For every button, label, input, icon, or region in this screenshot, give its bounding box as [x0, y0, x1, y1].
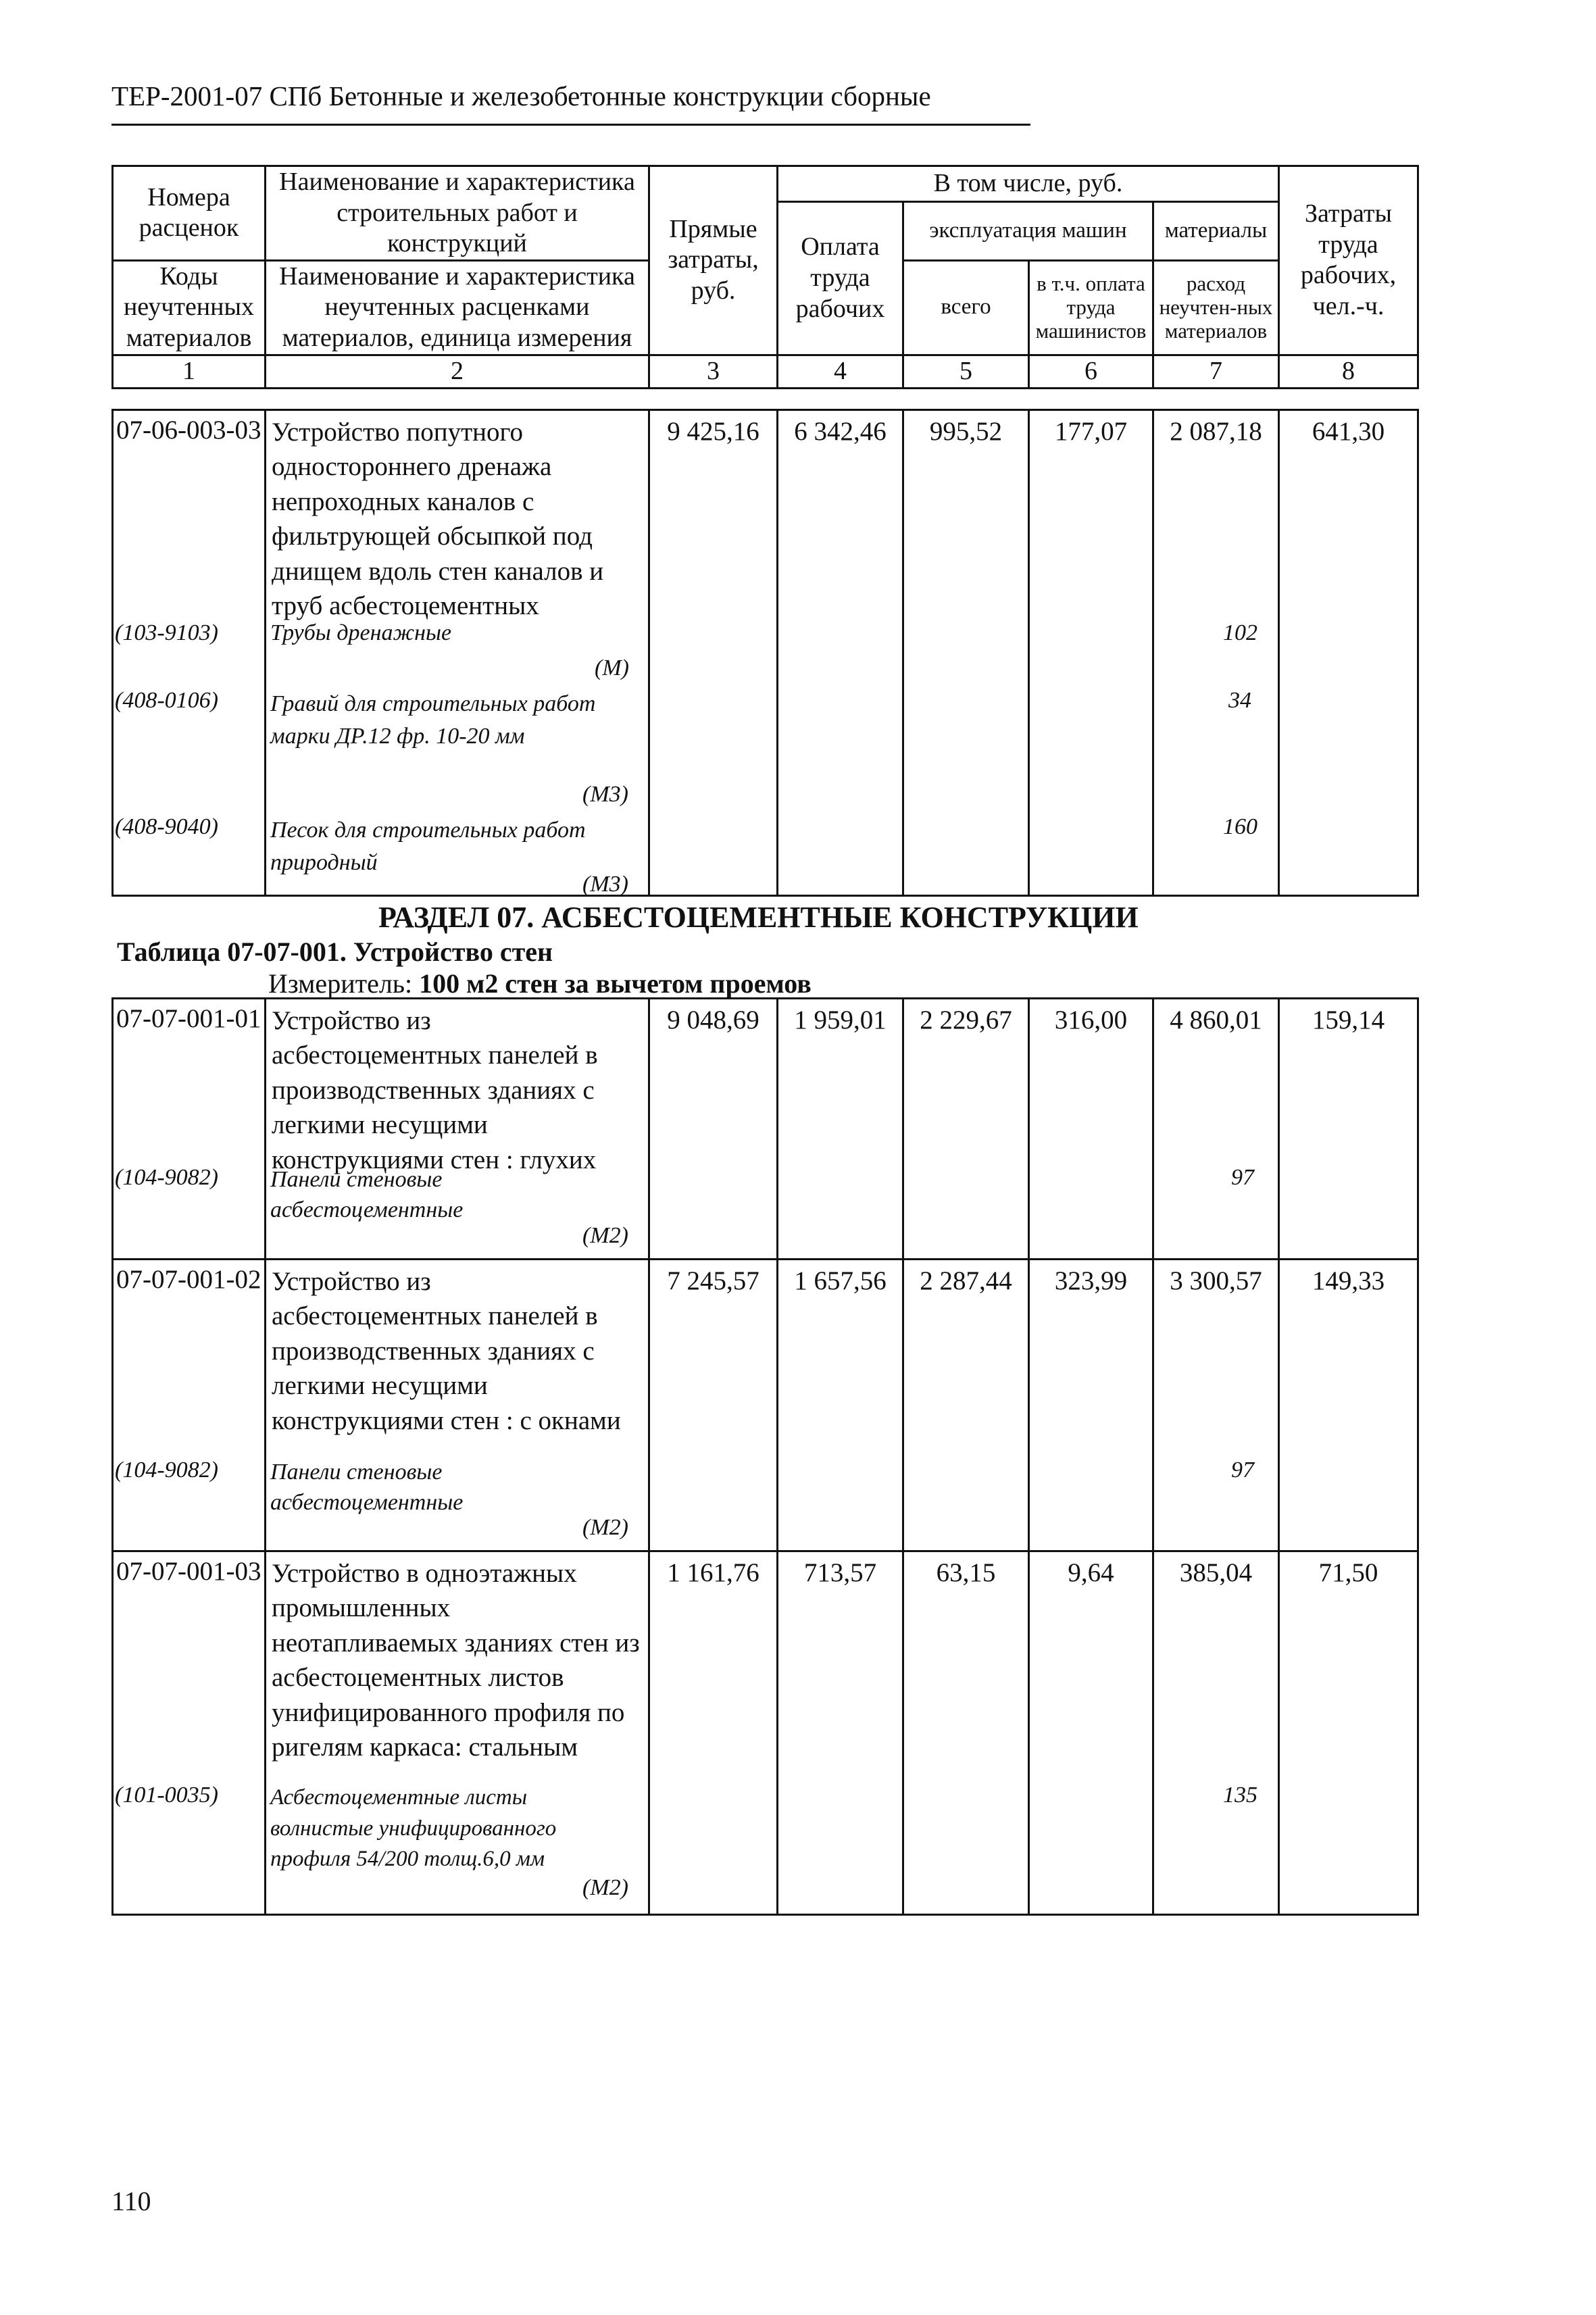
header-num-1: 1 — [113, 355, 266, 388]
material-qty: 34 — [1228, 688, 1251, 713]
direct-costs: 9 048,69 — [649, 999, 778, 1260]
table-title: Таблица 07-07-001. Устройство стен — [117, 937, 553, 967]
material-qty: 97 — [1231, 1165, 1254, 1190]
material-code: (408-0106) — [115, 688, 218, 713]
header-col1-bottom: Коды неучтенных материалов — [113, 260, 266, 355]
direct-costs: 1 161,76 — [649, 1551, 778, 1915]
labor-hours: 641,30 — [1279, 410, 1418, 896]
measure-label: Измеритель: — [268, 968, 413, 999]
rate-code: 07-07-001-03 — [113, 1551, 266, 1915]
machines-total: 63,15 — [903, 1551, 1029, 1915]
material-unit: (М3) — [582, 782, 628, 807]
materials-cost: 2 087,18 — [1153, 410, 1279, 896]
machinists-pay: 9,64 — [1029, 1551, 1153, 1915]
rates-table — [111, 997, 1419, 1916]
material-line — [115, 620, 218, 646]
header-col3: Прямые затраты, руб. — [649, 166, 778, 355]
direct-costs: 7 245,57 — [649, 1260, 778, 1551]
labor-pay: 1 657,56 — [778, 1260, 903, 1551]
header-num-3: 3 — [649, 355, 778, 388]
header-num-8: 8 — [1279, 355, 1418, 388]
header-col4: Оплата труда рабочих — [778, 202, 903, 355]
measure-value: 100 м2 стен за вычетом проемов — [419, 968, 812, 999]
machines-total: 2 229,67 — [903, 999, 1029, 1260]
material-name: Песок для строительных работ природный — [270, 818, 586, 876]
section-title: РАЗДЕЛ 07. АСБЕСТОЦЕМЕНТНЫЕ КОНСТРУКЦИИ — [378, 901, 1139, 934]
measure — [268, 968, 812, 999]
materials-cost: 385,04 — [1153, 1551, 1279, 1915]
material-qty: 97 — [1231, 1458, 1254, 1483]
machinists-pay: 177,07 — [1029, 410, 1153, 896]
column-header-table — [111, 165, 1419, 389]
header-num-2: 2 — [266, 355, 649, 388]
material-qty: 160 — [1223, 814, 1257, 839]
machinists-pay: 316,00 — [1029, 999, 1153, 1260]
materials-cost: 3 300,57 — [1153, 1260, 1279, 1551]
material-name: Панели стеновые асбестоцементные — [270, 1460, 464, 1515]
rate-name-text: Устройство из асбестоцементных панелей в производственных зданиях с легкими несущими конструкциями стен : глухих — [272, 1006, 598, 1174]
rate-name-text: Устройство попутного одностороннего дренажа непроходных каналов с фильтрующей обсыпкой под днищем вдоль стен каналов и труб асбестоцементных — [272, 418, 604, 621]
header-num-6: 6 — [1029, 355, 1153, 388]
header-col6: в т.ч. оплата труда машинистов — [1029, 260, 1153, 355]
labor-hours: 71,50 — [1279, 1551, 1418, 1915]
material-unit: (М2) — [582, 1223, 628, 1248]
material-code: (104-9082) — [115, 1458, 218, 1483]
header-col1-top: Номера расценок — [113, 166, 266, 261]
header-col2-top: Наименование и характеристика строительных работ и конструкций — [266, 166, 649, 261]
material-code: (101-0035) — [115, 1783, 218, 1808]
header-col2-bottom: Наименование и характеристика неучтенных расценками материалов, единица измерения — [266, 260, 649, 355]
header-num-4: 4 — [778, 355, 903, 388]
header-rule — [111, 124, 1030, 126]
machines-total: 995,52 — [903, 410, 1029, 896]
rate-code: 07-07-001-02 — [113, 1260, 266, 1551]
rate-name-text: Устройство из асбестоцементных панелей в производственных зданиях с легкими несущими конструкциями стен : с окнами — [272, 1267, 621, 1435]
material-name: Асбестоцементные листы волнистые унифицированного профиля 54/200 толщ.6,0 мм — [270, 1785, 557, 1872]
labor-hours: 149,33 — [1279, 1260, 1418, 1551]
material-name: Панели стеновые асбестоцементные — [270, 1167, 464, 1222]
material-name: Трубы дренажные — [270, 620, 452, 645]
material-code: (103-9103) — [115, 620, 218, 645]
material-code: (408-9040) — [115, 814, 218, 839]
material-unit: (М2) — [582, 1875, 628, 1900]
material-unit: (М) — [595, 655, 629, 680]
machinists-pay: 323,99 — [1029, 1260, 1153, 1551]
header-col7: расход неучтен-ных материалов — [1153, 260, 1279, 355]
materials-cost: 4 860,01 — [1153, 999, 1279, 1260]
labor-pay: 1 959,01 — [778, 999, 903, 1260]
material-code: (104-9082) — [115, 1165, 218, 1190]
labor-pay: 713,57 — [778, 1551, 903, 1915]
material-qty: 135 — [1223, 1783, 1257, 1808]
labor-hours: 159,14 — [1279, 999, 1418, 1260]
material-name: Гравий для строительных работ марки ДР.12 фр. 10-20 мм — [270, 691, 596, 749]
header-col5: всего — [903, 260, 1029, 355]
page-header: ТЕР-2001-07 СПб Бетонные и железобетонные конструкции сборные — [111, 80, 931, 111]
header-group: В том числе, руб. — [778, 166, 1279, 202]
material-qty: 102 — [1223, 620, 1257, 645]
material-unit: (М3) — [582, 872, 628, 897]
rate-code: 07-07-001-01 — [113, 999, 266, 1260]
page-number: 110 — [111, 2186, 151, 2216]
labor-pay: 6 342,46 — [778, 410, 903, 896]
material-unit: (М2) — [582, 1515, 628, 1540]
header-materials: материалы — [1153, 202, 1279, 261]
rate-code: 07-06-003-03 — [113, 410, 266, 896]
header-col8: Затраты труда рабочих, чел.-ч. — [1279, 166, 1418, 355]
header-num-5: 5 — [903, 355, 1029, 388]
rate-name-text: Устройство в одноэтажных промышленных неотапливаемых зданиях стен из асбестоцементных листов унифицированного профиля по ригелям каркаса: стальным — [272, 1559, 640, 1762]
machines-total: 2 287,44 — [903, 1260, 1029, 1551]
direct-costs: 9 425,16 — [649, 410, 778, 896]
header-machines: эксплуатация машин — [903, 202, 1153, 261]
header-num-7: 7 — [1153, 355, 1279, 388]
